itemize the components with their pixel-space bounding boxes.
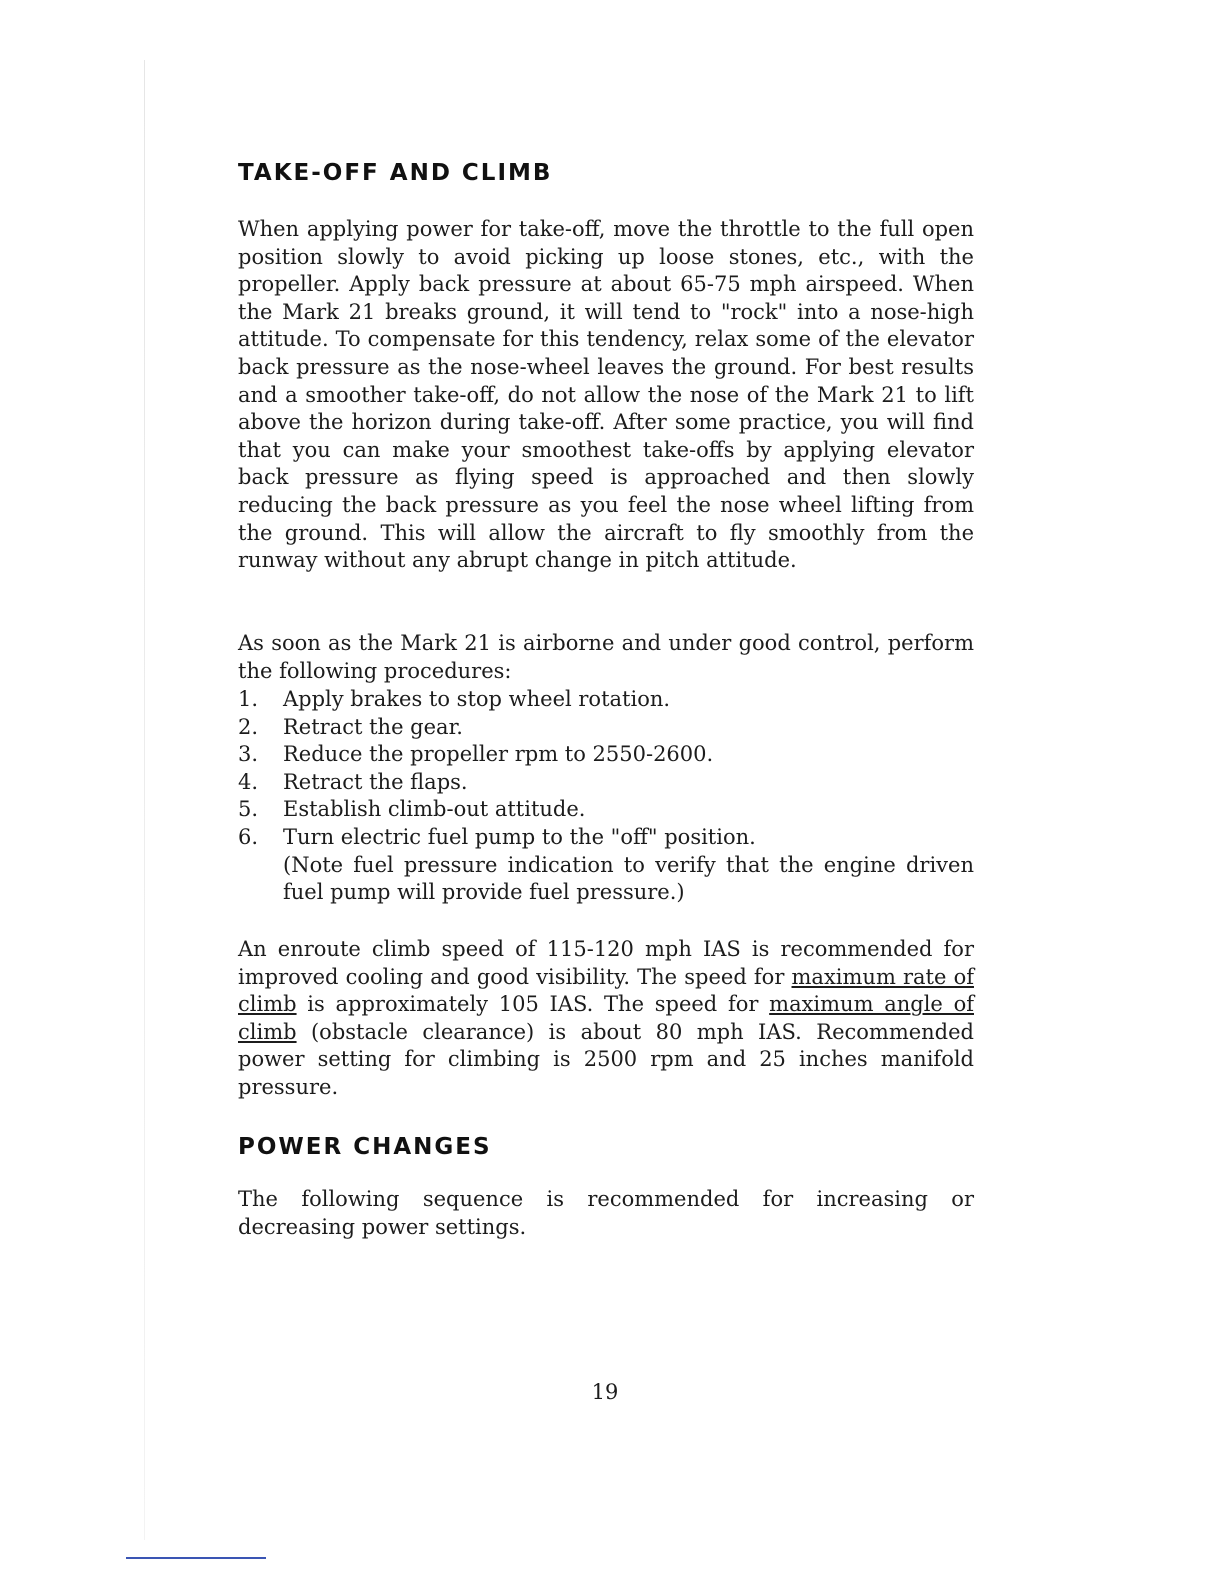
list-item bbox=[238, 824, 974, 852]
list-item-text: Retract the gear. bbox=[283, 714, 463, 739]
document-page bbox=[238, 0, 976, 1584]
list-item-text: Turn electric fuel pump to the "off" position. bbox=[283, 824, 756, 849]
list-item-note bbox=[238, 852, 974, 907]
power-changes-paragraph: The following sequence is recommended for increasing or decreasing power settings. bbox=[238, 1187, 974, 1239]
list-item-text: Reduce the propeller rpm to 2550-2600. bbox=[283, 742, 714, 767]
airborne-procedure-list bbox=[238, 686, 974, 907]
list-item-number: 4. bbox=[238, 769, 259, 794]
max-rate-of-climb-term: maximum rate of climb bbox=[238, 964, 974, 1017]
airborne-intro-paragraph: As soon as the Mark 21 is airborne and under good control, perform the following procedures: bbox=[238, 631, 974, 683]
climb-speed-text-a: An enroute climb speed of 115-120 mph IAS is recommended for improved cooling and good visibility. The speed for bbox=[238, 937, 974, 989]
list-item bbox=[238, 796, 974, 824]
climb-speed-paragraph bbox=[238, 936, 974, 1102]
list-item bbox=[238, 714, 974, 742]
list-item-number: 2. bbox=[238, 714, 259, 739]
list-item-number: 5. bbox=[238, 797, 259, 822]
list-item-text: Retract the flaps. bbox=[283, 769, 468, 794]
list-item bbox=[238, 686, 974, 714]
bottom-rule bbox=[126, 1557, 266, 1559]
list-item bbox=[238, 741, 974, 769]
section-heading-power-changes: POWER CHANGES bbox=[238, 1134, 492, 1160]
takeoff-paragraph: When applying power for take-off, move the throttle to the full open position slowly to avoid picking up loose stones, etc., with the propeller. Apply back pressure at about 65-75 mph airspeed. When the Mark 21 breaks ground, it will tend to "rock" into a nose-high attitude. To compensate for this tendency, relax some of the elevator back pressure as the nose-wheel leaves the ground. For best results and a smoother take-off, do not allow the nose of the Mark 21 to lift above the horizon during take-off. After some practice, you will find that you can make your smoothest take-offs by applying elevator back pressure as flying speed is approached and then slowly reducing the back pressure as you feel the nose wheel lifting from the ground. This will allow the aircraft to fly smoothly from the runway without any abrupt change in pitch attitude. bbox=[238, 217, 974, 573]
list-item-number: 3. bbox=[238, 742, 259, 767]
section-heading-takeoff-and-climb: TAKE-OFF AND CLIMB bbox=[238, 160, 553, 186]
list-item-number: 1. bbox=[238, 687, 259, 711]
climb-speed-text-c: (obstacle clearance) is about 80 mph IAS. Recommended power setting for climbing is 2500 rpm and 25 inches manifold pressure. bbox=[238, 1019, 974, 1099]
climb-speed-text-b: is approximately 105 IAS. The speed for bbox=[296, 992, 770, 1017]
max-angle-of-climb-term: maximum angle of climb bbox=[238, 992, 974, 1044]
list-item-text: Apply brakes to stop wheel rotation. bbox=[283, 687, 671, 711]
list-item bbox=[238, 769, 974, 797]
page-edge-line bbox=[144, 60, 145, 1540]
list-item-number: 6. bbox=[238, 824, 259, 849]
list-item-text: Establish climb-out attitude. bbox=[283, 797, 586, 822]
fuel-pressure-note: (Note fuel pressure indication to verify that the engine driven fuel pump will provide fuel pressure.) bbox=[283, 852, 974, 905]
page-number: 19 bbox=[591, 1380, 619, 1404]
